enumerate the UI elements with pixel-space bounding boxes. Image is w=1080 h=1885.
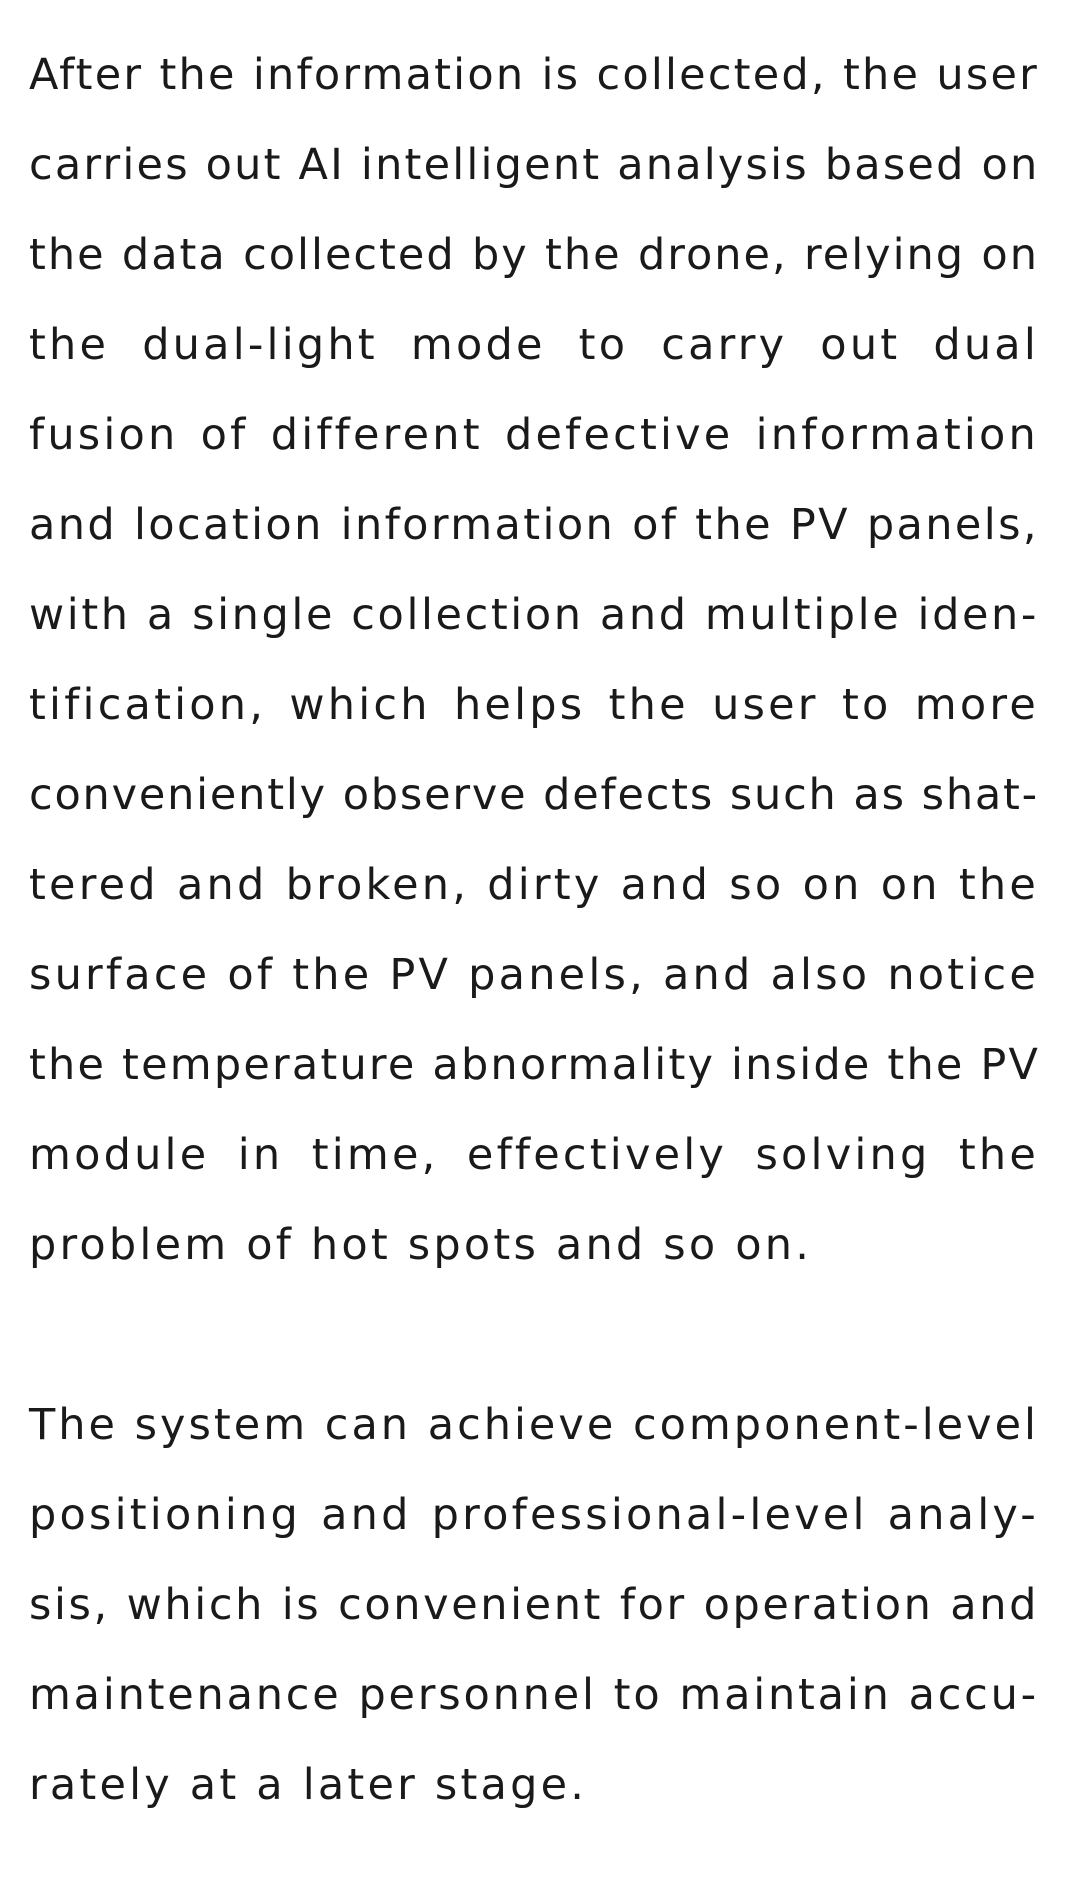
text-line: surface of the PV panels, and also notice	[29, 950, 1039, 1000]
text-line: the dual-light mode to carry out dual	[29, 320, 1039, 370]
text-line: maintenance personnel to maintain accu-	[29, 1670, 1039, 1720]
text-line: and location information of the PV panels,	[29, 500, 1039, 550]
text-line: the temperature abnormality inside the PV	[29, 1040, 1041, 1090]
text-line: tered and broken, dirty and so on on the	[29, 860, 1039, 910]
text-line: After the information is collected, the user	[29, 50, 1039, 100]
text-line: with a single collection and multiple iden-	[29, 590, 1039, 640]
text-line: positioning and professional-level analy-	[29, 1490, 1039, 1540]
text-line: rately at a later stage.	[29, 1760, 588, 1810]
text-line: fusion of different defective information	[29, 410, 1039, 460]
text-line: sis, which is convenient for operation and	[29, 1580, 1039, 1630]
text-line: the data collected by the drone, relying on	[29, 230, 1039, 280]
text-line: module in time, effectively solving the	[29, 1130, 1039, 1180]
text-line: tification, which helps the user to more	[29, 680, 1039, 730]
text-line: The system can achieve component-level	[29, 1400, 1039, 1450]
text-line: carries out AI intelligent analysis based on	[29, 140, 1040, 190]
text-line: problem of hot spots and so on.	[29, 1220, 813, 1270]
text-line: conveniently observe defects such as shat-	[29, 770, 1039, 820]
